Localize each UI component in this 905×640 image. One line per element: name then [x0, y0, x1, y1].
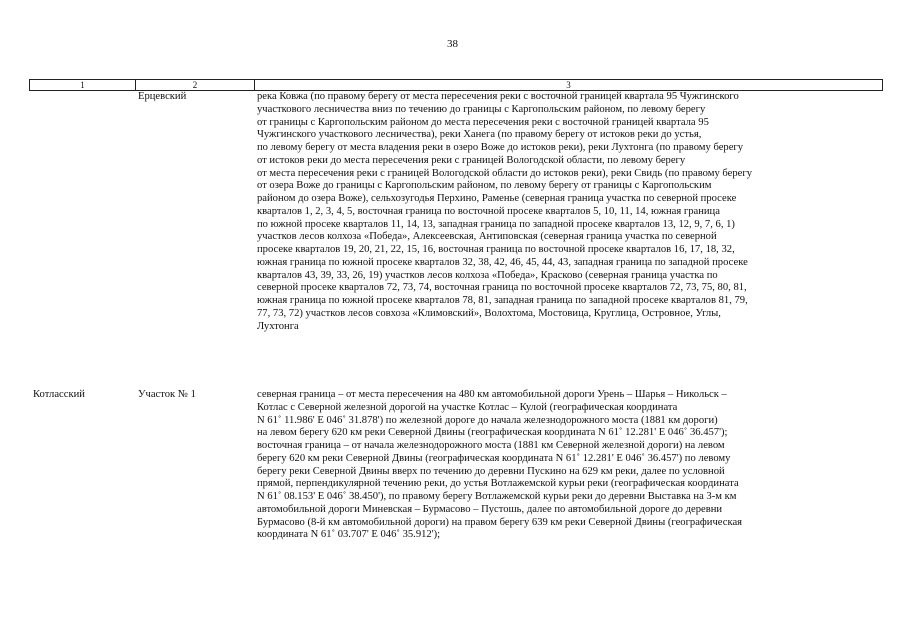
- description-line: южная граница по южной просеке кварталов 32, 38, 42, 46, 45, 44, 43, западная граница по западной просеке: [257, 256, 748, 268]
- description-line: участкового лесничества вниз по течению до границы с Каргопольским районом, по левому берегу: [257, 103, 706, 115]
- description-line: от озера Воже до границы с Каргопольским районом, по левому берегу от границы с Каргопольским: [257, 180, 712, 192]
- description-line: районом до озера Воже), сельхозугодья Перхино, Раменье (северная граница участка по северной просеке: [257, 193, 737, 204]
- description-line: река Ковжа (по правому берегу от места пересечения реки с восточной границей квартала 95 Чужгинского: [257, 91, 739, 102]
- description-line: от границы с Каргопольским районом до места пересечения реки с восточной границей квартала 95: [257, 116, 709, 128]
- description-line: берегу реки Северной Двины вверх по течению до деревни Пускино на 629 км реки, далее по условной: [257, 465, 725, 477]
- column-header-3: 3: [255, 80, 883, 91]
- description-line: восточная граница – от начала железнодорожного моста (1881 км Северной железной дороги) на левом: [257, 440, 725, 451]
- column-header-2: 2: [136, 80, 255, 91]
- district-cell: Котласский: [33, 389, 85, 400]
- description-cell: [257, 91, 883, 333]
- description-line: по южной просеке кварталов 11, 14, 13, западная граница по западной просеке кварталов 13, 12, 9, 7, 6, 1): [257, 218, 735, 230]
- area-cell: Ерцевский: [138, 91, 187, 102]
- description-line: Котлас с Северной железной дорогой на участке Котлас – Кулой (географическая координата: [257, 401, 678, 413]
- column-header-row: [30, 80, 883, 91]
- description-line: берегу 620 км реки Северной Двины (географическая координата N 61˚ 12.281' E 046˚ 36.457') по левому: [257, 452, 731, 464]
- description-line: северная граница – от места пересечения на 480 км автомобильной дороги Урень – Шарья – Никольск –: [257, 389, 727, 400]
- area-cell: Участок № 1: [138, 389, 196, 400]
- description-line: Лухтонга: [257, 320, 299, 332]
- description-line: координата N 61˚ 03.707' E 046˚ 35.912');: [257, 529, 441, 541]
- description-line: автомобильной дороги Миневская – Бурмасово – Пустошь, далее по автомобильной дороге до деревни: [257, 503, 723, 515]
- description-line: N 61˚ 11.986' E 046˚ 31.878') по железной дороге до начала железнодорожного моста (1881 км дороги): [257, 414, 718, 426]
- description-line: по левому берегу от места владения реки в озеро Воже до истоков реки), реки Лухтонга (по правому берегу: [257, 142, 744, 153]
- column-header-table: [29, 79, 883, 91]
- page-number: 38: [447, 38, 458, 50]
- description-line: южная граница по южной просеке кварталов 78, 81, западная граница по западной просеке кварталов 81, 79,: [257, 295, 748, 306]
- description-line: на левом берегу 620 км реки Северной Двины (географическая координата N 61˚ 12.281' E 046˚ 36.457');: [257, 427, 728, 439]
- description-cell: [257, 389, 883, 542]
- description-line: прямой, перпендикулярной течению реки, до устья Вотлажемской курьи реки (географическая координата: [257, 478, 739, 490]
- description-line: просеке кварталов 19, 20, 21, 22, 15, 16, восточная граница по восточной просеке кварталов 16, 17, 18, 32,: [257, 244, 735, 255]
- description-line: Чужгинского участкового лесничества), реки Ханега (по правому берегу от истоков реки до устья,: [257, 129, 702, 141]
- description-line: кварталов 43, 39, 33, 26, 19) участков лесов колхоза «Победа», Красково (северная граница участка по: [257, 269, 718, 281]
- description-line: от места пересечения реки с границей Вологодской области до истоков реки), реки Свидь (по правому берегу: [257, 167, 752, 179]
- column-header-1: 1: [30, 80, 136, 91]
- description-line: от истоков реки до места пересечения реки с границей Вологодской области, по левому берегу: [257, 154, 686, 166]
- description-line: кварталов 1, 2, 3, 4, 5, восточная граница по восточной просеке кварталов 5, 10, 11, 14, южная граница: [257, 205, 720, 217]
- description-line: северной просеке кварталов 72, 73, 74, восточная граница по восточной просеке кварталов 72, 73, 75, 80, 81,: [257, 282, 747, 294]
- description-line: участков лесов колхоза «Победа», Алексеевская, Антиповская (северная граница участка по северной: [257, 231, 717, 243]
- description-line: 77, 73, 72) участков лесов совхоза «Климовский», Волохтома, Мостовица, Круглица, Островное, Углы,: [257, 307, 721, 319]
- description-line: N 61˚ 08.153' E 046˚ 38.450'), по правому берегу Вотлажемской курьи реки до деревни Выставка на 3-м км: [257, 491, 737, 502]
- description-line: Бурмасово (8-й км автомобильной дороги) на правом берегу 639 км реки Северной Двины (географическая: [257, 516, 743, 528]
